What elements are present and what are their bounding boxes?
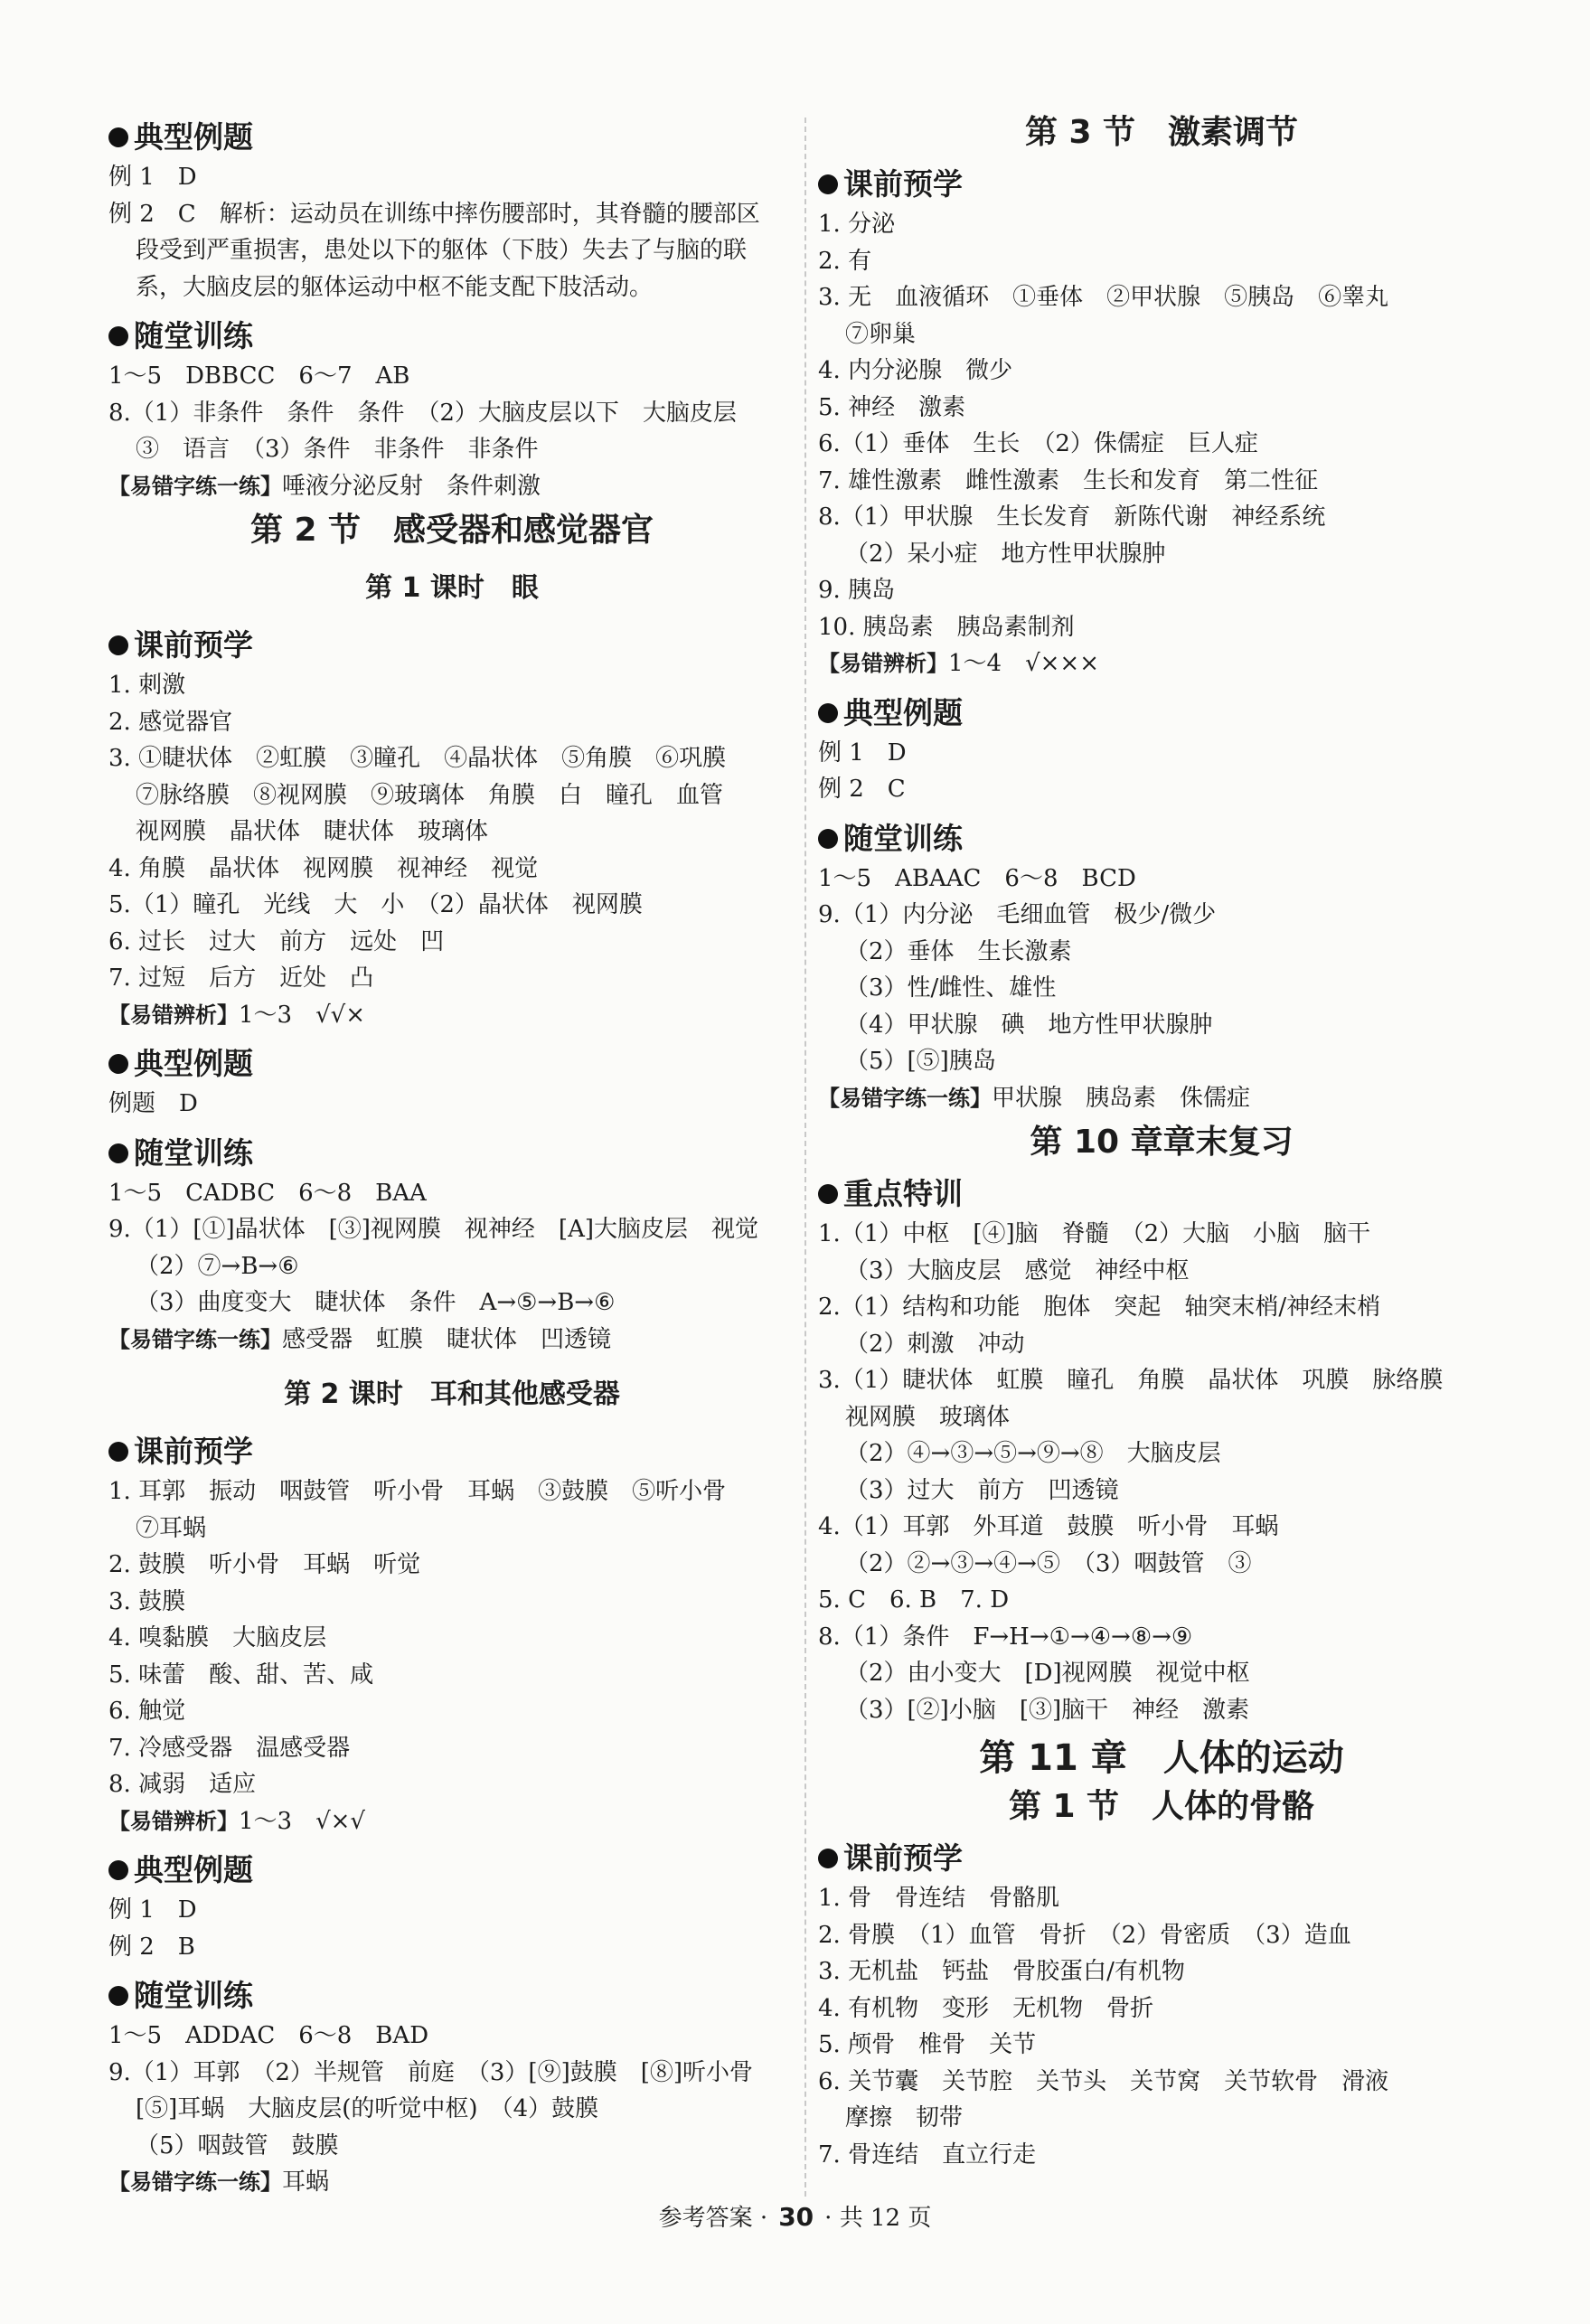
answer-line: 1. 刺激 <box>108 672 186 699</box>
answer-line: 6. 过长 过大 前方 远处 凹 <box>108 927 445 955</box>
bullet-icon <box>818 1184 838 1204</box>
answer-line: 5. C 6. B 7. D <box>818 1586 1010 1614</box>
answer-line: ⑦耳蜗 <box>136 1514 207 1542</box>
answer-line: （4）甲状腺 碘 地方性甲状腺肿 <box>845 1011 1213 1039</box>
answer-line: 7. 过短 后方 近处 凸 <box>108 964 374 992</box>
answer-line: 系，大脑皮层的躯体运动中枢不能支配下肢活动。 <box>136 273 654 301</box>
answer-line: 9.（1）内分泌 毛细血管 极少/微少 <box>818 901 1217 928</box>
error-analysis-note: 【易错辨析】1～3 √√× <box>108 1001 366 1029</box>
answer-line: 例 2 C <box>818 776 906 803</box>
answer-line: 1. 耳郭 振动 咽鼓管 听小骨 耳蜗 ③鼓膜 ⑤听小骨 <box>108 1478 727 1505</box>
lesson-title: 第 2 课时 耳和其他感受器 <box>284 1378 620 1410</box>
section-heading: 课前预学 <box>818 1840 1505 1877</box>
answer-line: 10. 胰岛素 胰岛素制剂 <box>818 613 1075 641</box>
answer-line: （2）④→③→⑤→⑨→⑧ 大脑皮层 <box>845 1440 1221 1467</box>
answer-line: ⑦卵巢 <box>845 320 917 348</box>
answer-line: 5. 味蕾 酸、甜、苦、咸 <box>108 1661 374 1689</box>
bullet-icon <box>108 326 128 346</box>
answer-line: 例 1 D <box>108 164 197 191</box>
bullet-icon <box>108 1054 128 1074</box>
bullet-icon <box>108 1986 128 2006</box>
section-heading: 课前预学 <box>108 1434 795 1470</box>
answer-line: 3. 鼓膜 <box>108 1587 186 1615</box>
left-column <box>108 107 795 2201</box>
section-heading: 典型例题 <box>108 1852 795 1888</box>
answer-line: 4. 内分泌腺 微少 <box>818 357 1013 384</box>
answer-line: （2）呆小症 地方性甲状腺肿 <box>845 540 1166 568</box>
footer-label: 参考答案 · <box>658 2205 768 2232</box>
answer-line: 2. 鼓膜 听小骨 耳蜗 听觉 <box>108 1551 421 1578</box>
answer-line: 例 1 D <box>818 739 907 767</box>
answer-line: （2）垂体 生长激素 <box>845 937 1072 965</box>
answer-line: 8. 减弱 适应 <box>108 1771 257 1798</box>
answer-line: 9.（1）耳郭 （2）半规管 前庭 （3）[⑨]鼓膜 [⑧]听小骨 <box>108 2058 754 2086</box>
answer-line: 1.（1）中枢 [④]脑 脊髓 （2）大脑 小脑 脑干 <box>818 1220 1371 1247</box>
bullet-icon <box>818 1849 838 1868</box>
answer-line: 3. 无 血液循环 ①垂体 ②甲状腺 ⑤胰岛 ⑥睾丸 <box>818 284 1389 311</box>
answer-line: 7. 雄性激素 雌性激素 生长和发育 第二性征 <box>818 466 1319 494</box>
error-analysis-note: 【易错辨析】1～4 √××× <box>818 650 1100 677</box>
answer-line: 例 2 C 解析：运动员在训练中摔伤腰部时，其脊髓的腰部区 <box>108 200 760 228</box>
answer-line: 4. 有机物 变形 无机物 骨折 <box>818 1994 1154 2022</box>
answer-line: 5.（1）瞳孔 光线 大 小 （2）晶状体 视网膜 <box>108 891 643 918</box>
answer-line: 2. 感觉器官 <box>108 708 233 736</box>
answer-line: 6.（1）垂体 生长 （2）侏儒症 巨人症 <box>818 430 1258 457</box>
section-title: 第 1 节 人体的骨骼 <box>1008 1788 1315 1825</box>
section-heading: 课前预学 <box>108 627 795 663</box>
bullet-icon <box>108 1860 128 1880</box>
answer-line: 8.（1）甲状腺 生长发育 新陈代谢 神经系统 <box>818 503 1326 531</box>
answer-line: （3）大脑皮层 感觉 神经中枢 <box>845 1256 1190 1284</box>
section-heading: 典型例题 <box>108 1046 795 1082</box>
answer-line: 4.（1）耳郭 外耳道 鼓膜 听小骨 耳蜗 <box>818 1513 1279 1540</box>
section-heading: 课前预学 <box>818 166 1505 202</box>
answer-line: 2. 有 <box>818 247 872 275</box>
answer-line: 段受到严重损害，患处以下的躯体（下肢）失去了与脑的联 <box>136 237 748 264</box>
error-practice-note: 【易错字练一练】感受器 虹膜 睫状体 凹透镜 <box>108 1325 612 1353</box>
page-footer <box>0 2201 1590 2235</box>
answer-line: 1. 分泌 <box>818 211 896 238</box>
answer-line: 8.（1）非条件 条件 条件 （2）大脑皮层以下 大脑皮层 <box>108 399 737 427</box>
bullet-icon <box>108 1143 128 1163</box>
section-heading: 随堂训练 <box>108 1135 795 1171</box>
answer-line: 3.（1）睫状体 虹膜 瞳孔 角膜 晶状体 巩膜 脉络膜 <box>818 1367 1444 1394</box>
answer-line: 4. 角膜 晶状体 视网膜 视神经 视觉 <box>108 854 539 882</box>
answer-line: 例 2 B <box>108 1933 195 1961</box>
answer-line: 6. 触觉 <box>108 1698 186 1725</box>
answer-line: （3）过大 前方 凹透镜 <box>845 1476 1119 1504</box>
answer-line: 1. 骨 骨连结 骨骼肌 <box>818 1885 1060 1912</box>
lesson-title: 第 1 课时 眼 <box>365 572 539 604</box>
answer-line: 7. 骨连结 直立行走 <box>818 2141 1037 2169</box>
answer-line: ③ 语言 （3）条件 非条件 非条件 <box>136 436 539 463</box>
bullet-icon <box>818 703 838 723</box>
page-total: · 共 12 页 <box>824 2205 932 2232</box>
bullet-icon <box>108 635 128 655</box>
answer-line: 4. 嗅黏膜 大脑皮层 <box>108 1624 327 1651</box>
bullet-icon <box>818 174 838 194</box>
section-heading: 典型例题 <box>108 119 795 155</box>
error-practice-note: 【易错字练一练】甲状腺 胰岛素 侏儒症 <box>818 1084 1251 1112</box>
answer-line: ⑦脉络膜 ⑧视网膜 ⑨玻璃体 角膜 白 瞳孔 血管 <box>136 781 724 809</box>
answer-line: 7. 冷感受器 温感受器 <box>108 1734 351 1762</box>
error-practice-note: 【易错字练一练】唾液分泌反射 条件刺激 <box>108 472 541 500</box>
answer-line: 9. 胰岛 <box>818 577 896 604</box>
bullet-icon <box>108 127 128 147</box>
answer-line: 5. 神经 激素 <box>818 393 966 421</box>
answer-line: 视网膜 玻璃体 <box>845 1403 1011 1431</box>
bullet-icon <box>108 1442 128 1462</box>
section-title: 第 3 节 激素调节 <box>1024 114 1299 151</box>
answer-line: 例题 D <box>108 1090 198 1117</box>
error-practice-note: 【易错字练一练】耳蜗 <box>108 2169 330 2196</box>
answer-line: 1～5 DBBCC 6～7 AB <box>108 362 410 390</box>
section-heading: 重点特训 <box>818 1176 1505 1212</box>
answer-line: （2）刺激 冲动 <box>845 1330 1025 1358</box>
answer-line: 8.（1）条件 F→H→①→④→⑧→⑨ <box>818 1623 1193 1651</box>
answer-line: 9.（1）[①]晶状体 [③]视网膜 视神经 [A]大脑皮层 视觉 <box>108 1216 758 1243</box>
answer-line: 6. 关节囊 关节腔 关节头 关节窝 关节软骨 滑液 <box>818 2067 1389 2095</box>
page-number: 30 <box>778 2202 814 2232</box>
answer-line: 3. ①睫状体 ②虹膜 ③瞳孔 ④晶状体 ⑤角膜 ⑥巩膜 <box>108 745 727 772</box>
answer-line: （2）②→③→④→⑤ （3）咽鼓管 ③ <box>845 1549 1252 1577</box>
answer-line: [⑤]耳蜗 大脑皮层(的听觉中枢) （4）鼓膜 <box>136 2095 599 2122</box>
answer-line: 摩擦 韧带 <box>845 2104 964 2131</box>
right-column <box>818 107 1505 2173</box>
answer-line: （2）由小变大 [D]视网膜 视觉中枢 <box>845 1660 1250 1687</box>
answer-line: 1～5 ABAAC 6～8 BCD <box>818 864 1136 892</box>
answer-line: （3）曲度变大 睫状体 条件 A→⑤→B→⑥ <box>136 1289 616 1316</box>
chapter-title: 第 11 章 人体的运动 <box>979 1737 1344 1779</box>
answer-line: （5）[⑤]胰岛 <box>845 1048 996 1075</box>
answer-line: 1～5 ADDAC 6～8 BAD <box>108 2022 429 2049</box>
answer-line: 2.（1）结构和功能 胞体 突起 轴突末梢/神经末梢 <box>818 1294 1381 1321</box>
bullet-icon <box>818 829 838 849</box>
answer-line: （3）性/雌性、雄性 <box>845 974 1057 1002</box>
answer-line: 2. 骨膜 （1）血管 骨折 （2）骨密质 （3）造血 <box>818 1921 1351 1949</box>
section-title: 第 2 节 感受器和感觉器官 <box>249 512 654 549</box>
error-analysis-note: 【易错辨析】1～3 √×√ <box>108 1807 366 1835</box>
answer-line: 视网膜 晶状体 睫状体 玻璃体 <box>136 818 489 845</box>
section-heading: 随堂训练 <box>108 1978 795 2014</box>
answer-line: 1～5 CADBC 6～8 BAA <box>108 1179 427 1207</box>
answer-line: 5. 颅骨 椎骨 关节 <box>818 2031 1037 2058</box>
column-divider <box>804 118 806 2197</box>
answer-line: （5）咽鼓管 鼓膜 <box>136 2131 339 2159</box>
answer-line: （2）⑦→B→⑥ <box>136 1252 299 1280</box>
answer-line: 例 1 D <box>108 1896 197 1924</box>
section-heading: 随堂训练 <box>818 821 1505 857</box>
section-heading: 典型例题 <box>818 695 1505 731</box>
section-heading: 随堂训练 <box>108 318 795 354</box>
answer-line: 3. 无机盐 钙盐 骨胶蛋白/有机物 <box>818 1958 1185 1985</box>
answer-line: （3）[②]小脑 [③]脑干 神经 激素 <box>845 1696 1250 1724</box>
chapter-review-title: 第 10 章章末复习 <box>1030 1124 1294 1161</box>
